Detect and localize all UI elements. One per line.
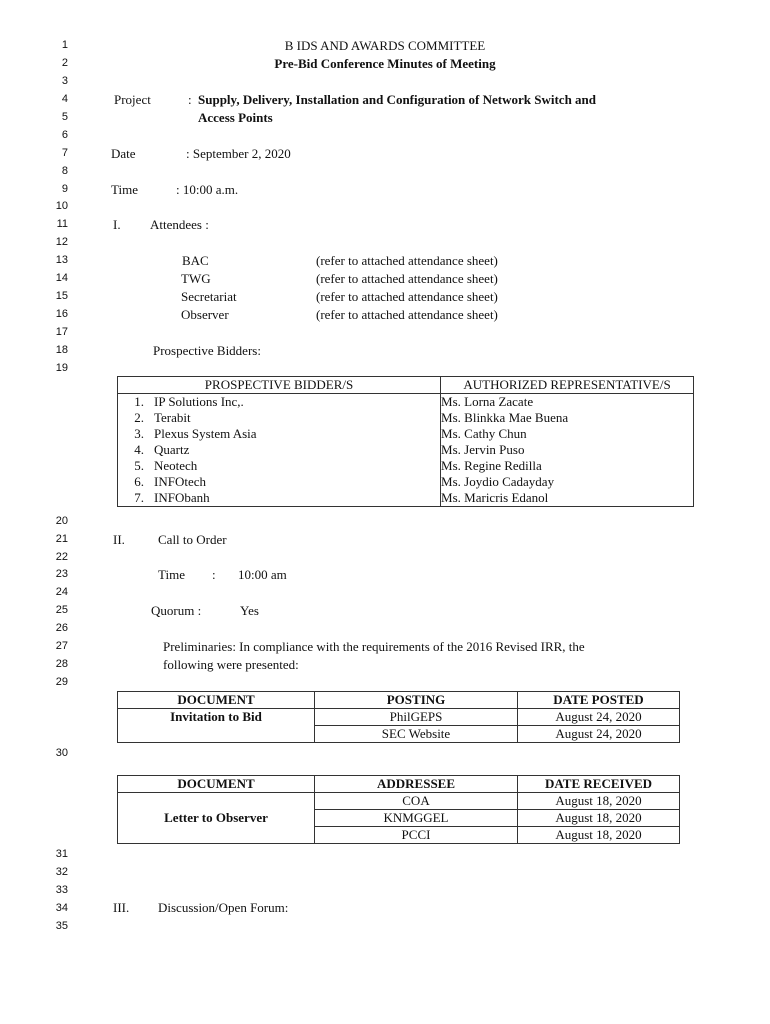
line-number: 25 <box>55 604 68 616</box>
row-number: 4. <box>118 442 151 458</box>
date-posted: August 24, 2020 <box>518 709 680 726</box>
line-number: 8 <box>61 165 68 177</box>
section-numeral: III. <box>113 900 130 915</box>
discussion-heading: Discussion/Open Forum: <box>158 900 289 915</box>
bidder-name: Terabit <box>150 410 441 426</box>
row-number: 3. <box>118 426 151 442</box>
call-time-value: 10:00 am <box>238 567 287 582</box>
date-value: : September 2, 2020 <box>186 146 291 161</box>
row-number: 6. <box>118 474 151 490</box>
call-time-colon: : <box>212 567 216 582</box>
addressee: COA <box>315 793 518 810</box>
line-number: 20 <box>55 515 68 527</box>
line-number: 13 <box>55 254 68 266</box>
project-value-continued: Access Points <box>198 110 273 125</box>
line-number: 3 <box>61 75 68 87</box>
bidder-name: INFObanh <box>150 490 441 507</box>
posting-table <box>117 691 680 743</box>
row-number: 5. <box>118 458 151 474</box>
line-number: 22 <box>55 551 68 563</box>
quorum-label: Quorum : <box>151 603 202 618</box>
received-table <box>117 775 680 844</box>
posting-venue: PhilGEPS <box>315 709 518 726</box>
date-label: Date <box>111 146 136 161</box>
line-number: 35 <box>55 920 68 932</box>
attendees-heading: Attendees : <box>150 217 209 232</box>
line-number: 28 <box>55 658 68 670</box>
representative-name: Ms. Cathy Chun <box>441 426 694 442</box>
line-number: 34 <box>55 902 68 914</box>
line-number: 14 <box>55 272 68 284</box>
table-row <box>118 793 680 810</box>
attendee-note: (refer to attached attendance sheet) <box>316 253 498 268</box>
column-header: PROSPECTIVE BIDDER/S <box>118 377 441 394</box>
line-number: 9 <box>61 183 68 195</box>
section-numeral: I. <box>113 217 121 232</box>
line-number: 5 <box>61 111 68 123</box>
project-value: Supply, Delivery, Installation and Configuration of Network Switch and <box>198 92 597 107</box>
document-subtitle: Pre-Bid Conference Minutes of Meeting <box>274 56 496 71</box>
line-number: 16 <box>55 308 68 320</box>
table-row <box>118 458 694 474</box>
column-header: DOCUMENT <box>118 692 315 709</box>
row-number: 7. <box>118 490 151 507</box>
line-number: 27 <box>55 640 68 652</box>
line-number: 1 <box>61 39 68 51</box>
table-header-row <box>118 692 680 709</box>
column-header: DOCUMENT <box>118 776 315 793</box>
line-number: 19 <box>55 362 68 374</box>
bidder-name: INFOtech <box>150 474 441 490</box>
preliminaries-text-continued: following were presented: <box>163 657 299 672</box>
table-row <box>118 426 694 442</box>
posting-venue: SEC Website <box>315 726 518 743</box>
attendee-note: (refer to attached attendance sheet) <box>316 289 498 304</box>
table-header-row <box>118 377 694 394</box>
date-received: August 18, 2020 <box>518 793 680 810</box>
column-header: DATE RECEIVED <box>518 776 680 793</box>
representative-name: Ms. Joydio Cadayday <box>441 474 694 490</box>
line-number: 17 <box>55 326 68 338</box>
line-number: 32 <box>55 866 68 878</box>
representative-name: Ms. Maricris Edanol <box>441 490 694 507</box>
line-number: 29 <box>55 676 68 688</box>
bidder-name: Plexus System Asia <box>150 426 441 442</box>
table-row <box>118 394 694 411</box>
call-time-label: Time <box>158 567 185 582</box>
date-posted: August 24, 2020 <box>518 726 680 743</box>
table-row <box>118 410 694 426</box>
bidder-name: Neotech <box>150 458 441 474</box>
table-row <box>118 490 694 507</box>
table-row <box>118 474 694 490</box>
addressee: KNMGGEL <box>315 810 518 827</box>
attendee-note: (refer to attached attendance sheet) <box>316 307 498 322</box>
project-label: Project <box>114 92 151 107</box>
table-row <box>118 442 694 458</box>
time-label: Time <box>111 182 138 197</box>
time-value: : 10:00 a.m. <box>176 182 239 197</box>
line-number: 23 <box>55 568 68 580</box>
line-number: 6 <box>61 129 68 141</box>
representative-name: Ms. Jervin Puso <box>441 442 694 458</box>
bidder-name: Quartz <box>150 442 441 458</box>
column-header: DATE POSTED <box>518 692 680 709</box>
table-header-row <box>118 776 680 793</box>
line-number: 26 <box>55 622 68 634</box>
bidder-name: IP Solutions Inc,. <box>150 394 441 411</box>
line-number: 2 <box>61 57 68 69</box>
document-title: B IDS AND AWARDS COMMITTEE <box>284 38 486 53</box>
line-number: 11 <box>56 218 68 230</box>
date-received: August 18, 2020 <box>518 810 680 827</box>
addressee: PCCI <box>315 827 518 844</box>
section-numeral: II. <box>113 532 125 547</box>
bidders-table <box>117 376 694 507</box>
call-to-order-heading: Call to Order <box>158 532 227 547</box>
line-number: 4 <box>61 93 68 105</box>
line-number: 33 <box>55 884 68 896</box>
document-name: Invitation to Bid <box>118 709 315 743</box>
quorum-value: Yes <box>240 603 259 618</box>
line-number: 31 <box>55 848 68 860</box>
line-number: 10 <box>55 200 68 212</box>
row-number: 2. <box>118 410 151 426</box>
column-header: AUTHORIZED REPRESENTATIVE/S <box>441 377 694 394</box>
column-header: POSTING <box>315 692 518 709</box>
row-number: 1. <box>118 394 151 411</box>
line-number: 7 <box>61 147 68 159</box>
project-colon: : <box>188 92 192 107</box>
line-number: 30 <box>55 747 68 759</box>
date-received: August 18, 2020 <box>518 827 680 844</box>
line-number: 24 <box>55 586 68 598</box>
attendee-note: (refer to attached attendance sheet) <box>316 271 498 286</box>
line-number: 18 <box>55 344 68 356</box>
attendee-group: BAC <box>182 253 209 268</box>
line-number: 15 <box>55 290 68 302</box>
representative-name: Ms. Blinkka Mae Buena <box>441 410 694 426</box>
representative-name: Ms. Regine Redilla <box>441 458 694 474</box>
preliminaries-text: Preliminaries: In compliance with the requirements of the 2016 Revised IRR, the <box>163 639 585 654</box>
attendee-group: TWG <box>181 271 211 286</box>
table-row <box>118 709 680 726</box>
column-header: ADDRESSEE <box>315 776 518 793</box>
line-number: 12 <box>55 236 68 248</box>
document-name: Letter to Observer <box>118 793 315 844</box>
attendee-group: Secretariat <box>181 289 237 304</box>
line-number: 21 <box>55 533 68 545</box>
representative-name: Ms. Lorna Zacate <box>441 394 694 411</box>
prospective-bidders-label: Prospective Bidders: <box>153 343 261 358</box>
attendee-group: Observer <box>181 307 229 322</box>
